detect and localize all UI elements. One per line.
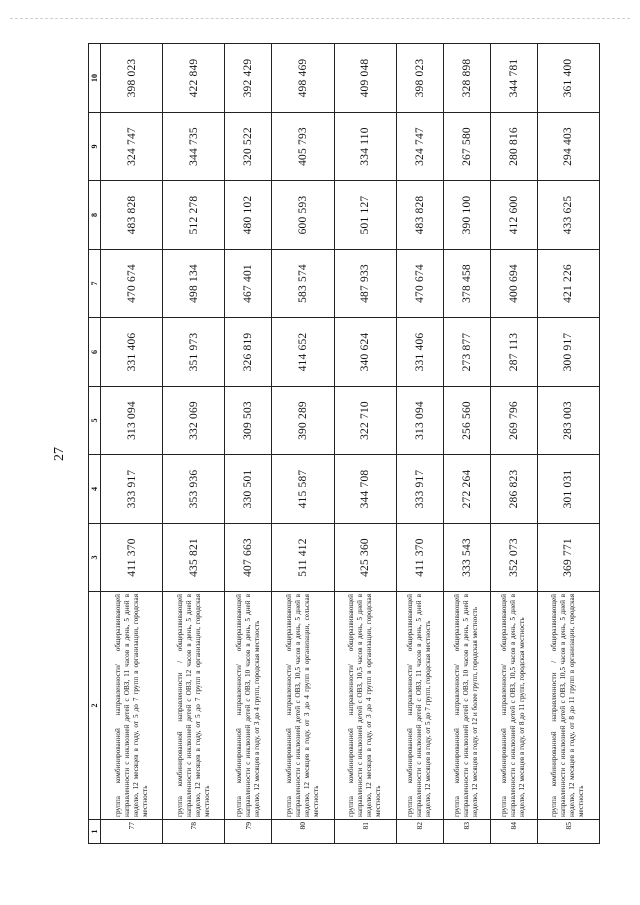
value-cell: 301 031 bbox=[537, 455, 599, 524]
row-number: 80 bbox=[272, 820, 334, 844]
value-cell: 322 710 bbox=[334, 387, 396, 455]
value-cell: 414 652 bbox=[272, 318, 334, 387]
value-cell: 361 400 bbox=[537, 44, 599, 113]
column-header-3: 3 bbox=[89, 524, 101, 592]
column-header-10: 10 bbox=[89, 44, 101, 113]
value-cell: 283 003 bbox=[537, 387, 599, 455]
column-header-4: 4 bbox=[89, 455, 101, 524]
table-row bbox=[334, 44, 396, 844]
value-cell: 512 278 bbox=[163, 181, 225, 250]
column-header-1: 1 bbox=[89, 820, 101, 844]
value-cell: 320 522 bbox=[225, 113, 272, 181]
value-cell: 313 094 bbox=[101, 387, 163, 455]
value-cell: 483 828 bbox=[396, 181, 443, 250]
value-cell: 470 674 bbox=[396, 250, 443, 318]
row-number: 85 bbox=[537, 820, 599, 844]
value-cell: 351 973 bbox=[163, 318, 225, 387]
value-cell: 398 023 bbox=[396, 44, 443, 113]
value-cell: 326 819 bbox=[225, 318, 272, 387]
value-cell: 333 917 bbox=[101, 455, 163, 524]
value-cell: 411 370 bbox=[396, 524, 443, 592]
value-cell: 600 593 bbox=[272, 181, 334, 250]
row-number: 81 bbox=[334, 820, 396, 844]
value-cell: 583 574 bbox=[272, 250, 334, 318]
table-row bbox=[101, 44, 163, 844]
column-header-7: 7 bbox=[89, 250, 101, 318]
value-cell: 267 580 bbox=[443, 113, 490, 181]
value-cell: 498 134 bbox=[163, 250, 225, 318]
value-cell: 333 917 bbox=[396, 455, 443, 524]
value-cell: 352 073 bbox=[490, 524, 537, 592]
value-cell: 501 127 bbox=[334, 181, 396, 250]
value-cell: 344 708 bbox=[334, 455, 396, 524]
value-cell: 334 110 bbox=[334, 113, 396, 181]
value-cell: 409 048 bbox=[334, 44, 396, 113]
value-cell: 269 796 bbox=[490, 387, 537, 455]
row-description: группа комбинированной направленности/ общеразвивающей направленности с инклюзией детей с ОВЗ, 11 часов в день, 5 дней в неделю, 12 месяцев в году, от 5 до 7 групп, городская местность bbox=[396, 592, 443, 820]
row-description: группа комбинированной направленности/ общеразвивающей направленности с инклюзией детей с ОВЗ, 10,5 часов в день, 5 дней в неделю, 12 месяцев в году, от 3 до 4 групп в организации, городская местность bbox=[334, 592, 396, 820]
row-number: 77 bbox=[101, 820, 163, 844]
value-cell: 390 100 bbox=[443, 181, 490, 250]
table-row bbox=[225, 44, 272, 844]
value-cell: 340 624 bbox=[334, 318, 396, 387]
value-cell: 324 747 bbox=[101, 113, 163, 181]
row-description: группа комбинированной направленности/ общеразвивающей направленности с инклюзией детей с ОВЗ, 10 часов в день, 5 дней в неделю, 12 месяцев в году, от 12 и более групп, городская местность bbox=[443, 592, 490, 820]
column-header-8: 8 bbox=[89, 181, 101, 250]
value-cell: 470 674 bbox=[101, 250, 163, 318]
value-cell: 324 747 bbox=[396, 113, 443, 181]
row-description: группа комбинированной направленности/ общеразвивающей направленности с инклюзией детей с ОВЗ, 11 часов в день, 5 дней в неделю, 12 месяцев в году, от 5 до 7 групп в организации, городская местность bbox=[101, 592, 163, 820]
value-cell: 435 821 bbox=[163, 524, 225, 592]
scan-top-edge bbox=[10, 18, 630, 19]
value-cell: 480 102 bbox=[225, 181, 272, 250]
table-row bbox=[396, 44, 443, 844]
table-row bbox=[272, 44, 334, 844]
row-description: группа комбинированной направленности/ общеразвивающей направленности с инклюзией детей с ОВЗ, 10,5 часов в день, 5 дней в неделю, 12 месяцев в году, от 8 до 11 групп, городская местность bbox=[490, 592, 537, 820]
table-row bbox=[163, 44, 225, 844]
value-cell: 392 429 bbox=[225, 44, 272, 113]
table-row bbox=[443, 44, 490, 844]
value-cell: 407 663 bbox=[225, 524, 272, 592]
value-cell: 300 917 bbox=[537, 318, 599, 387]
row-number: 79 bbox=[225, 820, 272, 844]
value-cell: 483 828 bbox=[101, 181, 163, 250]
value-cell: 309 503 bbox=[225, 387, 272, 455]
value-cell: 272 264 bbox=[443, 455, 490, 524]
value-cell: 331 406 bbox=[101, 318, 163, 387]
tariff-table bbox=[88, 43, 600, 844]
value-cell: 256 560 bbox=[443, 387, 490, 455]
column-header-9: 9 bbox=[89, 113, 101, 181]
value-cell: 511 412 bbox=[272, 524, 334, 592]
value-cell: 333 543 bbox=[443, 524, 490, 592]
column-header-5: 5 bbox=[89, 387, 101, 455]
table-row bbox=[490, 44, 537, 844]
table-row bbox=[537, 44, 599, 844]
value-cell: 332 069 bbox=[163, 387, 225, 455]
value-cell: 421 226 bbox=[537, 250, 599, 318]
row-number: 84 bbox=[490, 820, 537, 844]
value-cell: 369 771 bbox=[537, 524, 599, 592]
header-row bbox=[89, 44, 101, 844]
value-cell: 331 406 bbox=[396, 318, 443, 387]
value-cell: 328 898 bbox=[443, 44, 490, 113]
value-cell: 467 401 bbox=[225, 250, 272, 318]
value-cell: 286 823 bbox=[490, 455, 537, 524]
value-cell: 422 849 bbox=[163, 44, 225, 113]
row-number: 82 bbox=[396, 820, 443, 844]
value-cell: 353 936 bbox=[163, 455, 225, 524]
value-cell: 273 877 bbox=[443, 318, 490, 387]
value-cell: 344 735 bbox=[163, 113, 225, 181]
value-cell: 330 501 bbox=[225, 455, 272, 524]
row-description: группа комбинированной направленности / общеразвивающей направленности с инклюзией детей с ОВЗ, 10,5 часов в день, 5 дней в неделю, 12 месяцев в году, от 8 до 11 групп в организации, городская местность bbox=[537, 592, 599, 820]
value-cell: 425 360 bbox=[334, 524, 396, 592]
value-cell: 313 094 bbox=[396, 387, 443, 455]
value-cell: 433 625 bbox=[537, 181, 599, 250]
column-header-6: 6 bbox=[89, 318, 101, 387]
column-header-2: 2 bbox=[89, 592, 101, 820]
page-number: 27 bbox=[52, 447, 67, 461]
value-cell: 344 781 bbox=[490, 44, 537, 113]
value-cell: 415 587 bbox=[272, 455, 334, 524]
value-cell: 411 370 bbox=[101, 524, 163, 592]
value-cell: 405 793 bbox=[272, 113, 334, 181]
table-body bbox=[101, 44, 600, 844]
value-cell: 400 694 bbox=[490, 250, 537, 318]
value-cell: 280 816 bbox=[490, 113, 537, 181]
rotated-table-frame bbox=[88, 44, 600, 844]
value-cell: 498 469 bbox=[272, 44, 334, 113]
value-cell: 412 600 bbox=[490, 181, 537, 250]
row-number: 78 bbox=[163, 820, 225, 844]
row-description: группа комбинированной направленности/ общеразвивающей направленности с инклюзией детей с ОВЗ, 10 часов в день, 5 дней в неделю, 12 месяцев в году, от 3 до 4 групп, городская местность bbox=[225, 592, 272, 820]
row-number: 83 bbox=[443, 820, 490, 844]
value-cell: 398 023 bbox=[101, 44, 163, 113]
value-cell: 378 458 bbox=[443, 250, 490, 318]
value-cell: 294 403 bbox=[537, 113, 599, 181]
row-description: группа комбинированной направленности/ общеразвивающей направленности с инклюзией детей с ОВЗ, 10,5 часов в день, 5 дней в неделю, 12 месяцев в году, от 3 до 4 групп в организации, сельская местность bbox=[272, 592, 334, 820]
value-cell: 487 933 bbox=[334, 250, 396, 318]
value-cell: 287 113 bbox=[490, 318, 537, 387]
row-description: группа комбинированной направленности / общеразвивающей направленности с инклюзией детей с ОВЗ, 12 часов в день, 5 дней в неделю, 12 месяцев в году, от 5 до 7 групп в организации, городская местность bbox=[163, 592, 225, 820]
value-cell: 390 289 bbox=[272, 387, 334, 455]
